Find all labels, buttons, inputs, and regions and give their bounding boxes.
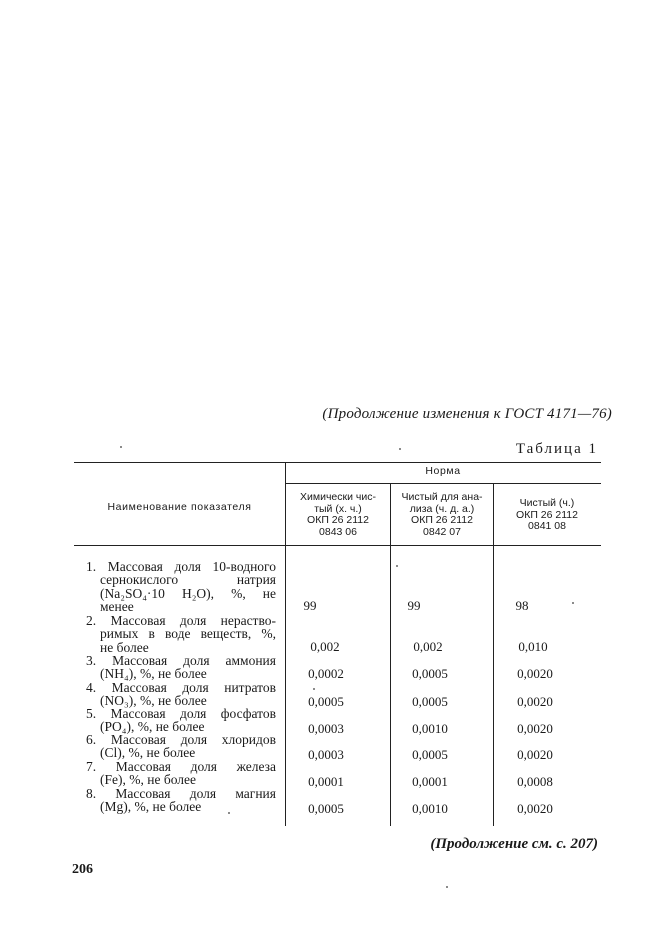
header-col-chemically-pure: Химически чис- тый (х. ч.) ОКП 26 2112 0843 06 (300, 491, 376, 538)
row-7-value-2: 0,0001 (412, 774, 448, 789)
header-bottom-rule (74, 545, 601, 546)
scan-speck (396, 565, 398, 567)
row-name-4: 4. Массовая доля нитратов (NO₃), %, не более (86, 680, 276, 709)
row-name-6: 6. Массовая доля хлоридов (Cl), %, не более (86, 732, 276, 761)
row-5-value-3: 0,0020 (517, 721, 553, 736)
row-3-value-2: 0,0005 (412, 666, 448, 681)
scan-speck (399, 448, 401, 450)
header-norma: Норма (425, 465, 461, 477)
row-5-value-2: 0,0010 (412, 721, 448, 736)
row-1-value-3: 98 (515, 598, 529, 613)
row-8-value-2: 0,0010 (412, 801, 448, 816)
table-label: Таблица 1 (515, 441, 598, 457)
header-col-pure: Чистый (ч.) ОКП 26 2112 0841 08 (516, 497, 578, 532)
row-8-value-3: 0,0020 (517, 801, 553, 816)
row-7-value-3: 0,0008 (517, 774, 553, 789)
table-top-rule (74, 462, 601, 463)
header-col-analytical-grade: Чистый для ана- лиза (ч. д. а.) ОКП 26 2112 0842 07 (401, 491, 483, 538)
row-6-value-1: 0,0003 (308, 747, 344, 762)
continuation-heading: (Продолжение изменения к ГОСТ 4171—76) (322, 406, 612, 422)
page-number: 206 (72, 862, 93, 877)
row-6-value-2: 0,0005 (412, 747, 448, 762)
scan-speck (446, 886, 448, 888)
row-5-value-1: 0,0003 (308, 721, 344, 736)
column-divider-3 (493, 483, 494, 826)
row-8-value-1: 0,0005 (308, 801, 344, 816)
norma-rule (285, 483, 601, 484)
row-name-1: 1. Массовая доля 10-водного сернокислого натрия (Na₂SO₄·10 H₂O), %, не менее (86, 559, 276, 614)
header-indicator-name: Наименование показателя (107, 501, 252, 513)
row-7-value-1: 0,0001 (308, 774, 344, 789)
scan-speck (120, 446, 122, 448)
column-divider-1 (285, 462, 286, 826)
column-divider-2 (390, 483, 391, 826)
row-name-5: 5. Массовая доля фосфатов (PO₄), %, не более (86, 706, 276, 735)
scan-speck (572, 602, 574, 604)
row-4-value-1: 0,0005 (308, 694, 344, 709)
row-1-value-2: 99 (407, 598, 421, 613)
continuation-footer: (Продолжение см. с. 207) (430, 836, 598, 852)
row-name-2: 2. Массовая доля нераство- римых в воде веществ, %, не более (86, 613, 276, 655)
scan-speck (228, 812, 230, 814)
row-name-7: 7. Массовая доля железа (Fe), %, не более (86, 759, 276, 788)
row-name-3: 3. Массовая доля аммония (NH₄), %, не более (86, 653, 276, 682)
scan-speck (313, 688, 315, 690)
row-2-value-3: 0,010 (518, 639, 548, 654)
row-2-value-2: 0,002 (413, 639, 443, 654)
row-4-value-2: 0,0005 (412, 694, 448, 709)
row-6-value-3: 0,0020 (517, 747, 553, 762)
row-4-value-3: 0,0020 (517, 694, 553, 709)
row-1-value-1: 99 (303, 598, 317, 613)
row-3-value-3: 0,0020 (517, 666, 553, 681)
row-2-value-1: 0,002 (310, 639, 340, 654)
row-name-8: 8. Массовая доля магния (Mg), %, не более (86, 786, 276, 815)
row-3-value-1: 0,0002 (308, 666, 344, 681)
